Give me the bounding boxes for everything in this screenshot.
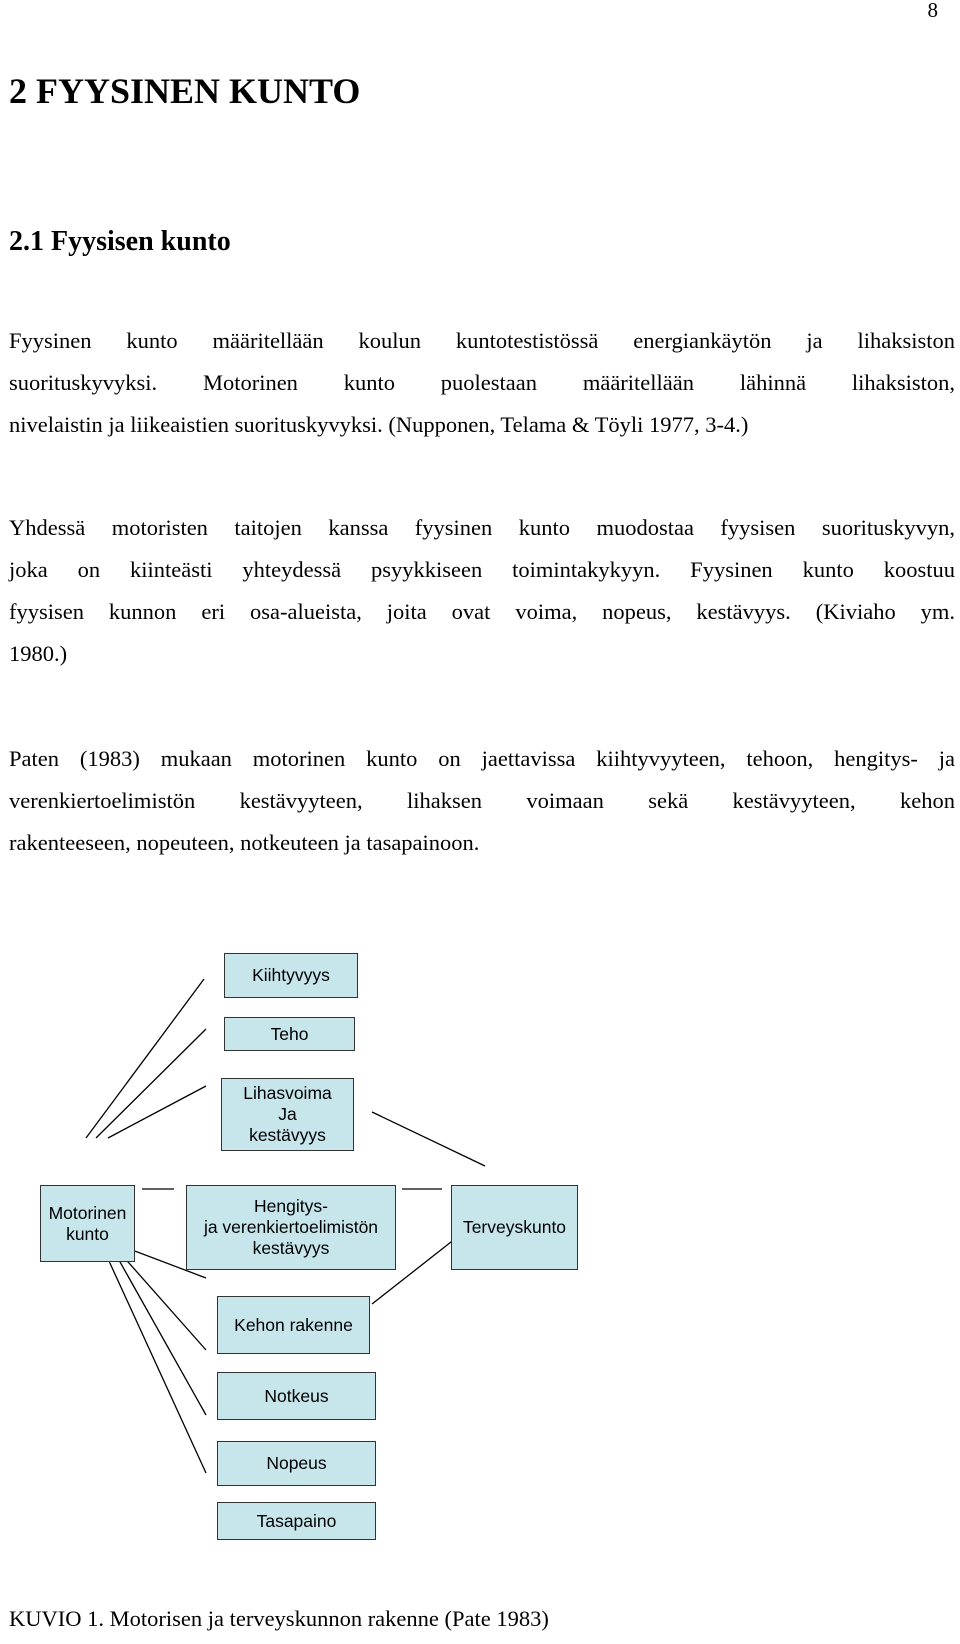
box-tasapaino: Tasapaino [217,1502,376,1540]
paragraph-line: Paten (1983) mukaan motorinen kunto on jaettavissa kiihtyvyyteen, tehoon, hengitys- ja [9,746,955,771]
connector-line [372,1112,485,1166]
box-hengitys-verenkierto: Hengitys- ja verenkiertoelimistön kestävyys [186,1185,396,1270]
figure-caption: KUVIO 1. Motorisen ja terveyskunnon rakenne (Pate 1983) [9,1606,549,1631]
paragraph-line: Fyysinen kunto määritellään koulun kuntotestistössä energiankäytön ja lihaksiston [9,328,955,353]
box-terveyskunto: Terveyskunto [451,1185,578,1270]
box-lihasvoima-kestavyys: Lihasvoima Ja kestävyys [221,1078,354,1151]
paragraph-line: verenkiertoelimistön kestävyyteen, lihaksen voimaan sekä kestävyyteen, kehon [9,788,955,813]
box-teho: Teho [224,1017,355,1051]
paragraph-1 [9,320,955,446]
connector-line [108,1086,206,1138]
paragraph-line: joka on kiinteästi yhteydessä psyykkiseen toimintakykyyn. Fyysinen kunto koostuu [9,557,955,582]
paragraph-line: 1980.) [9,641,68,666]
paragraph-line: fyysisen kunnon eri osa-alueista, joita ovat voima, nopeus, kestävyys. (Kiviaho ym. [9,599,955,624]
paragraph-3 [9,738,955,864]
page-number: 8 [927,0,938,22]
paragraph-line: suorituskyvyksi. Motorinen kunto puolestaan määritellään lähinnä lihaksiston, [9,370,955,395]
paragraph-2 [9,507,955,675]
connector-line [86,979,204,1138]
paragraph-line: Yhdessä motoristen taitojen kanssa fyysinen kunto muodostaa fyysisen suorituskyvyn, [9,515,955,540]
box-nopeus: Nopeus [217,1441,376,1486]
connector-line [96,1029,206,1138]
box-motorinen-kunto: Motorinen kunto [40,1185,135,1262]
paragraph-line: rakenteeseen, nopeuteen, notkeuteen ja tasapainoon. [9,830,480,855]
box-kiihtyvyys: Kiihtyvyys [224,953,358,998]
paragraph-line: nivelaistin ja liikeaistien suorituskyvyksi. (Nupponen, Telama & Töyli 1977, 3-4.) [9,412,749,437]
box-kehon-rakenne: Kehon rakenne [217,1296,370,1354]
connector-line [98,1237,206,1473]
chapter-heading: 2 FYYSINEN KUNTO [9,71,361,111]
section-heading: 2.1 Fyysisen kunto [9,226,231,257]
box-notkeus: Notkeus [217,1372,376,1420]
